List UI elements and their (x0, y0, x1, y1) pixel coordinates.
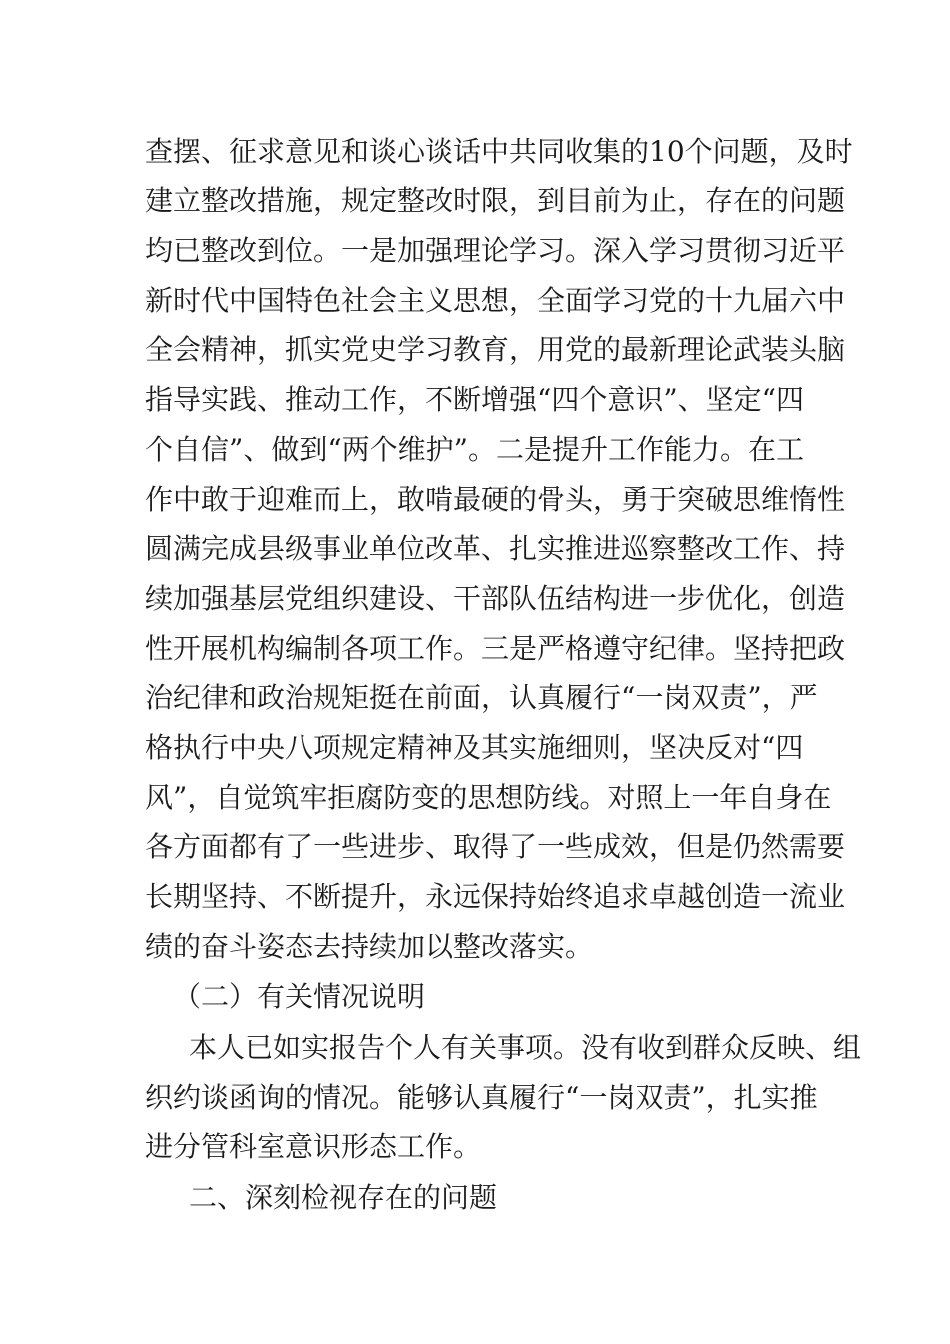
subheading: （二）有关情况说明 (173, 980, 426, 1013)
paragraph-line: 各方面都有了一些进步、取得了一些成效，但是仍然需要 (145, 830, 846, 863)
paragraph-line: 织约谈函询的情况。能够认真履行“一岗双责”，扎实推 (145, 1081, 818, 1114)
paragraph-line: 圆满完成县级事业单位改革、扎实推进巡察整改工作、持 (145, 532, 846, 565)
paragraph-line: 性开展机构编制各项工作。三是严格遵守纪律。坚持把政 (145, 632, 846, 665)
paragraph-line: 作中敢于迎难而上，敢啃最硬的骨头，勇于突破思维惰性 (145, 483, 846, 516)
paragraph-line: 个自信”、做到“两个维护”。二是提升工作能力。在工 (145, 433, 804, 466)
paragraph-line: 绩的奋斗姿态去持续加以整改落实。 (145, 930, 594, 963)
paragraph-line: 全会精神，抓实党史学习教育，用党的最新理论武装头脑 (145, 333, 846, 366)
paragraph-line: 长期坚持、不断提升，永远保持始终追求卓越创造一流业 (145, 880, 846, 913)
paragraph-line: 查摆、征求意见和谈心谈话中共同收集的10个问题，及时 (145, 135, 853, 168)
paragraph-line: 格执行中央八项规定精神及其实施细则，坚决反对“四 (145, 731, 804, 764)
section-heading: 二、深刻检视存在的问题 (189, 1181, 498, 1214)
paragraph-line: 新时代中国特色社会主义思想，全面学习党的十九届六中 (145, 284, 846, 317)
paragraph-line: 风”，自觉筑牢拒腐防变的思想防线。对照上一年自身在 (145, 781, 832, 814)
paragraph-line: 指导实践、推动工作，不断增强“四个意识”、坚定“四 (145, 383, 804, 416)
paragraph-line: 进分管科室意识形态工作。 (145, 1130, 482, 1163)
paragraph-line: 均已整改到位。一是加强理论学习。深入学习贯彻习近平 (145, 234, 846, 267)
paragraph-line: 本人已如实报告个人有关事项。没有收到群众反映、组 (189, 1031, 862, 1064)
paragraph-line: 续加强基层党组织建设、干部队伍结构进一步优化，创造 (145, 582, 846, 615)
paragraph-line: 治纪律和政治规矩挺在前面，认真履行“一岗双责”，严 (145, 681, 818, 714)
paragraph-line: 建立整改措施，规定整改时限，到目前为止，存在的问题 (145, 184, 846, 217)
